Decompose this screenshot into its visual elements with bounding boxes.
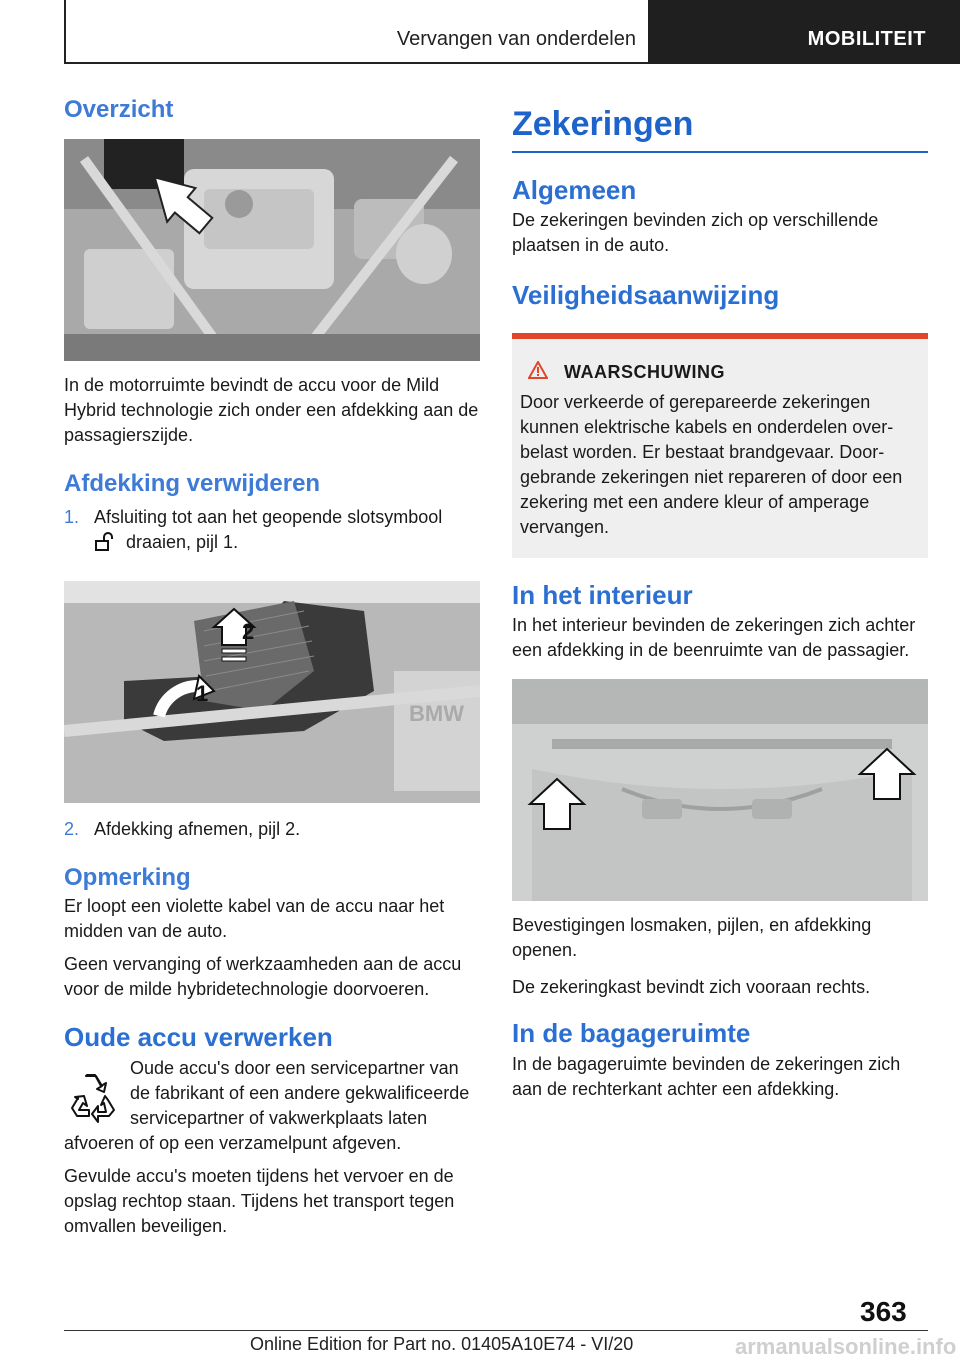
step-2: [64, 817, 480, 842]
battery-cover-photo: [64, 581, 480, 803]
opmerking-heading: Opmerking: [64, 863, 191, 891]
oude-accu-text-1: Oude accu's door een servicepartner van de fabrikant of een andere gekwalificeerde servicepartner of vakwerkplaats laten afvoeren of op een verzamelpunt afgeven.: [64, 1057, 470, 1153]
opmerking-text-2: Geen vervanging of werkzaamheden aan de accu voor de milde hybridetechnologie doorvoeren.: [64, 954, 462, 1000]
chapter-tab-label: MOBILITEIT: [807, 28, 926, 50]
bevestiging-text: Bevestigingen losmaken, pijlen, en afdekking openen.: [512, 915, 872, 961]
warning-box: [512, 333, 928, 558]
algemeen-heading: Algemeen: [512, 174, 637, 205]
header-rule: [64, 62, 648, 64]
callout-2: 2: [242, 618, 255, 644]
step-1: [64, 505, 480, 559]
unlock-icon: [94, 532, 118, 559]
step-2-number: 2.: [64, 818, 80, 839]
warning-header: [520, 361, 920, 384]
oude-accu-text-2: Gevulde accu's moeten tijdens het vervoer en de opslag rechtop staan. Tijdens het transport tegen omvallen beveiligen.: [64, 1165, 455, 1236]
callout-1: 1: [196, 680, 209, 706]
footwell-photo: [512, 679, 928, 901]
step-1-number: 1.: [64, 506, 80, 527]
footer-rule: [64, 1330, 928, 1331]
svg-text:BMW: BMW: [409, 700, 464, 726]
chapter-tab[interactable]: [648, 0, 960, 64]
bagage-heading: In de bagageruimte: [512, 1018, 751, 1049]
step-2-text: Afdekking afnemen, pijl 2.: [94, 818, 301, 839]
overzicht-heading: Overzicht: [64, 96, 174, 123]
oude-accu-block: [64, 1056, 480, 1156]
bagage-text: In de bagageruimte bevinden de zekeringen zich aan de rechterkant achter een afdekking.: [512, 1053, 901, 1099]
step-1-text: [94, 505, 442, 559]
oude-accu-heading: Oude accu verwerken: [64, 1022, 333, 1053]
interieur-text: In het interieur bevinden de zekeringen zich achter een afdekking in de beenruimte van de passagier.: [512, 615, 916, 661]
afdekking-heading: Afdekking verwijderen: [64, 469, 321, 497]
engine-bay-photo: [64, 139, 480, 361]
opmerking-text-1: Er loopt een violette kabel van de accu naar het midden van de auto.: [64, 896, 445, 942]
zekeringen-heading: Zekeringen: [512, 104, 928, 153]
section-title: Vervangen van onderdelen: [396, 28, 636, 50]
overzicht-text: In de motorruimte bevindt de accu voor de Mild Hybrid technologie zich onder een afdekking aan de passagierszijde.: [64, 374, 479, 445]
algemeen-text: De zekeringen bevinden zich op verschillende plaatsen in de auto.: [512, 209, 879, 255]
zekeringkast-text: De zekeringkast bevindt zich vooraan rechts.: [512, 977, 871, 998]
right-column: [512, 96, 928, 1102]
interieur-heading: In het interieur: [512, 580, 693, 611]
step-1-text-b: draaien, pijl 1.: [126, 531, 239, 552]
footer-watermark: armanualsonline.info: [735, 1334, 957, 1359]
step-1-text-a: Afsluiting tot aan het geopende slotsymbool: [94, 506, 443, 527]
page-number: 363: [860, 1296, 907, 1327]
warning-label: WAARSCHUWING: [564, 362, 725, 383]
recycle-icon: [64, 1066, 124, 1126]
warning-icon: [528, 361, 548, 384]
warning-text: Door verkeerde of gerepareerde zekeringen kunnen elektrische kabels en onderdelen overbelast worden. Er bestaat brandgevaar. Doorgebrande zekeringen niet repareren of door een zekering met een andere kleur of amperage vervangen.: [520, 392, 903, 538]
footer-edition: Online Edition for Part no. 01405A10E74 - VI/20: [250, 1334, 634, 1354]
veiligheid-heading: Veiligheidsaanwijzing: [512, 279, 780, 310]
left-column: [64, 96, 480, 1239]
